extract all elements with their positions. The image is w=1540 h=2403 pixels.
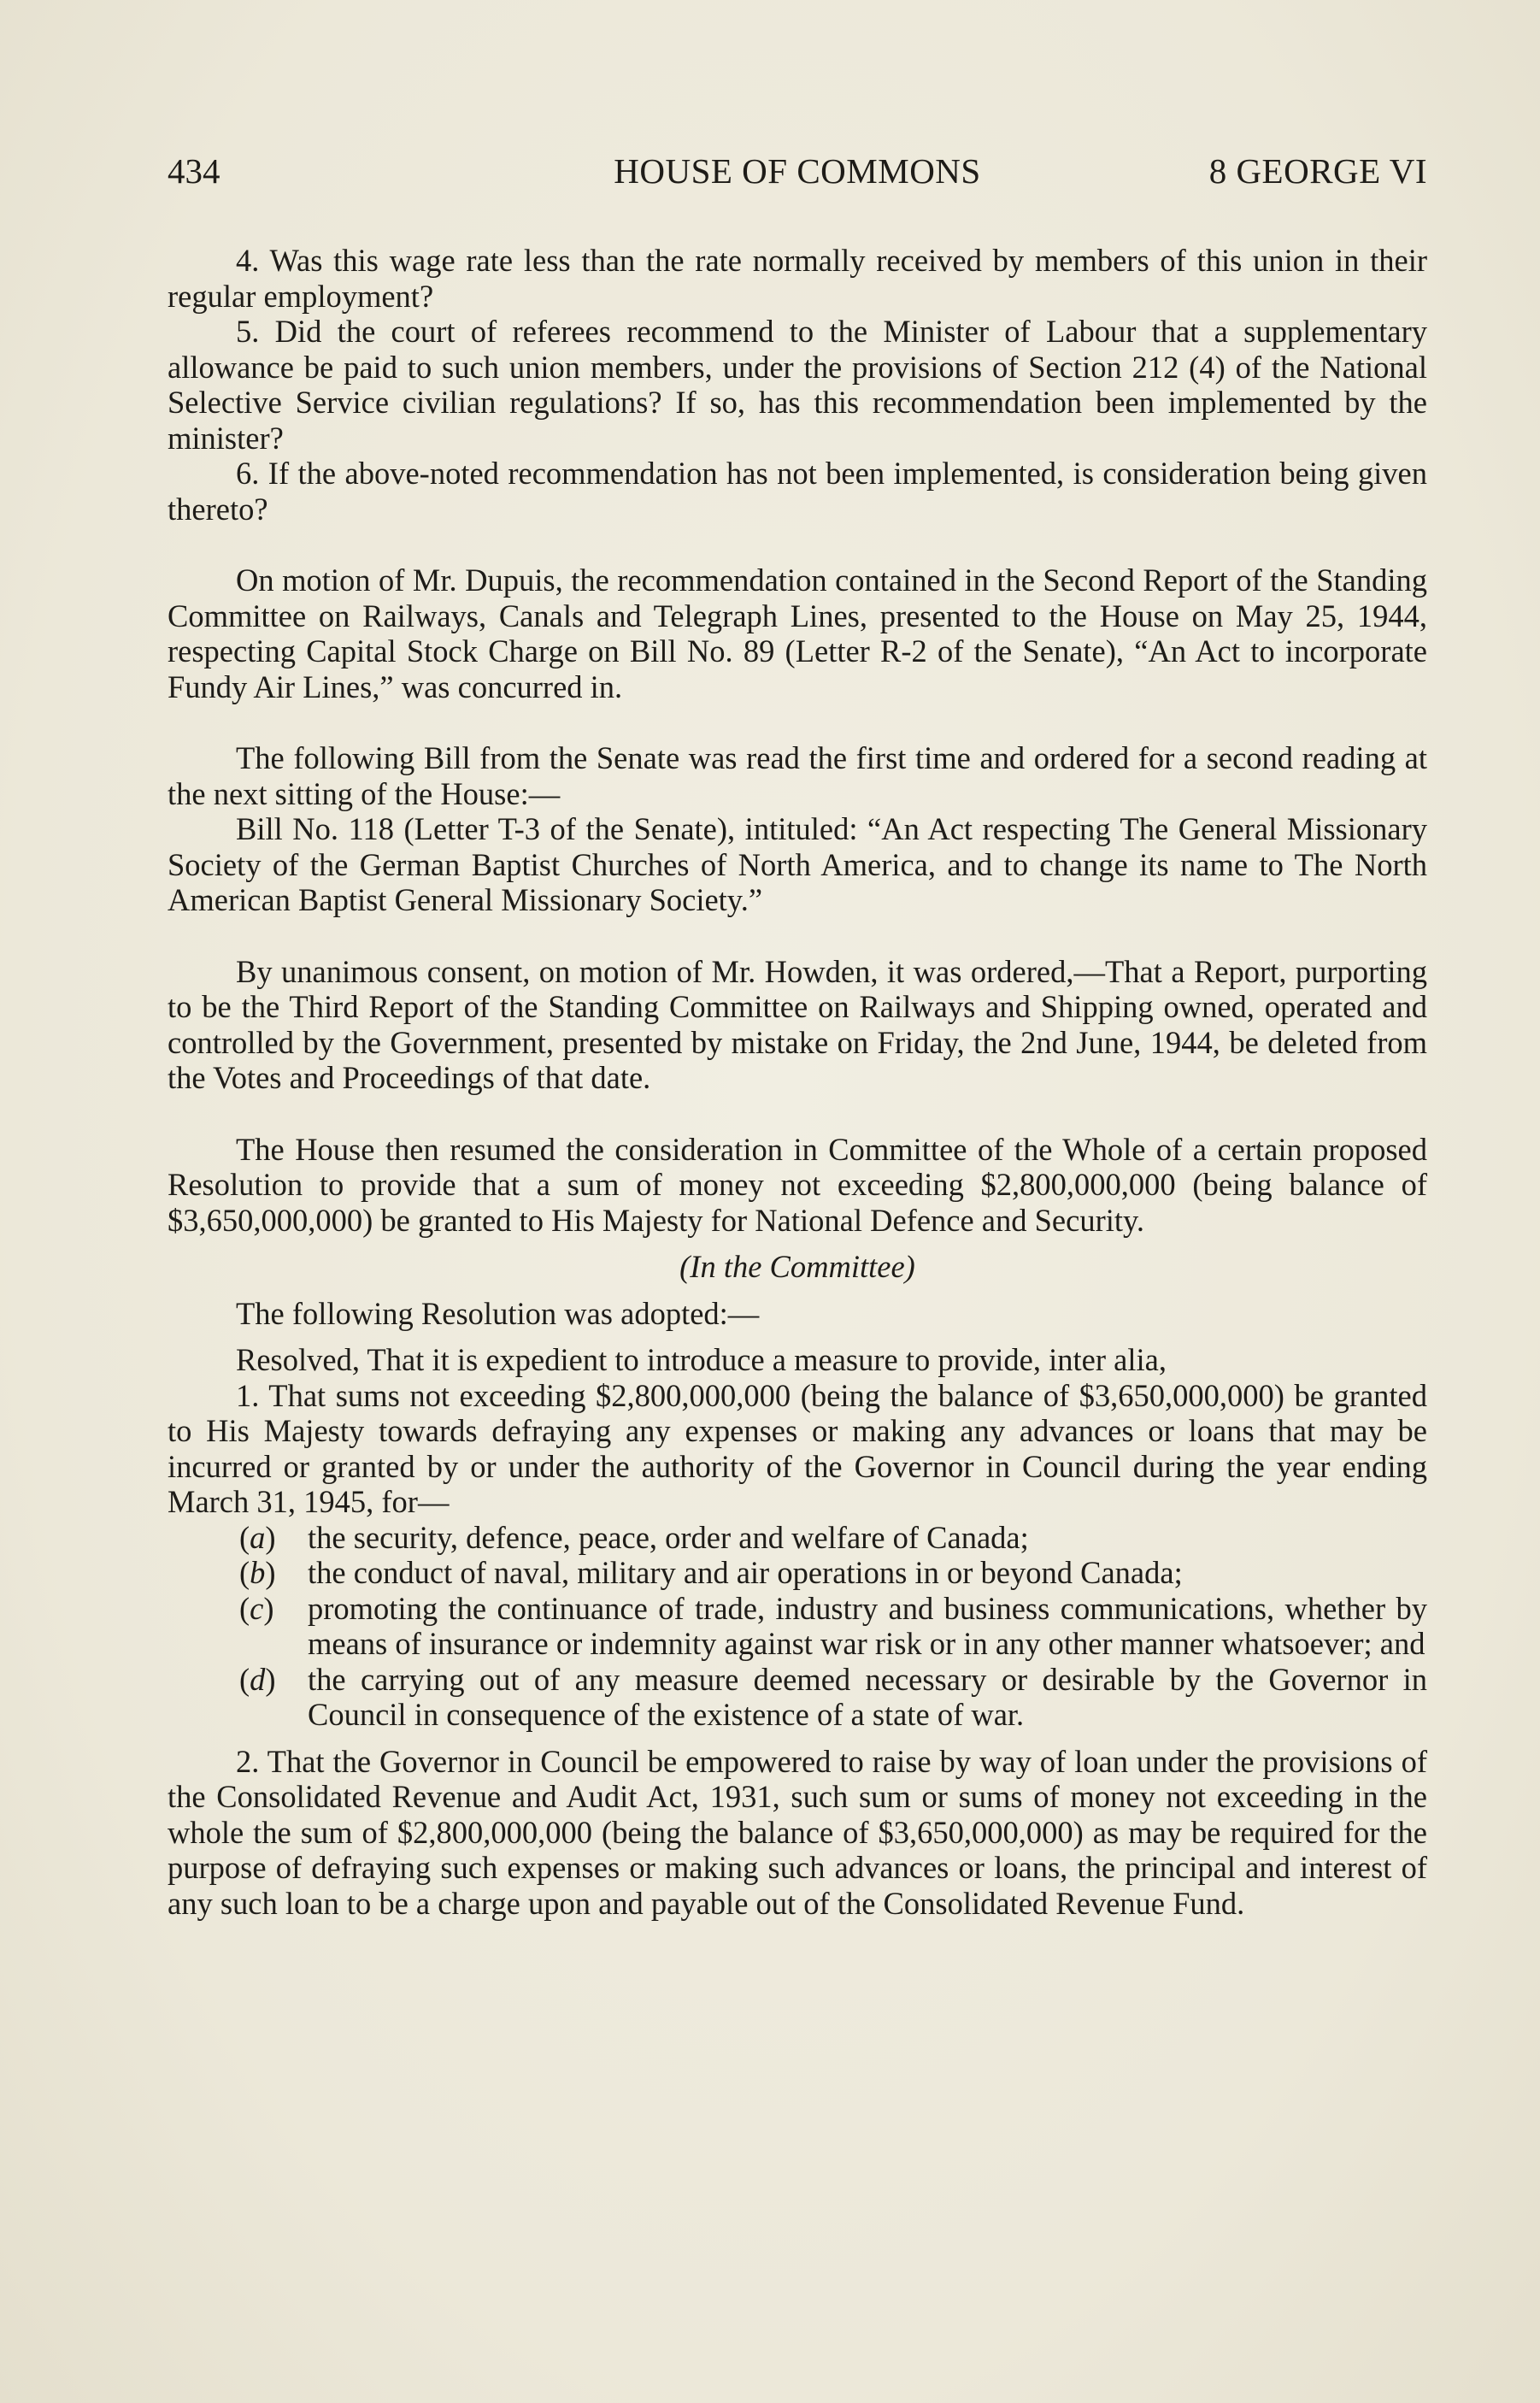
senate-bill-paragraph: The following Bill from the Senate was read the first time and ordered for a second reading at the next sitting of the House:— [168, 740, 1427, 811]
in-committee-heading: (In the Committee) [679, 1249, 915, 1284]
page-header [168, 145, 1427, 197]
question-4: 4. Was this wage rate less than the rate normally received by members of this union in their regular employment? [168, 243, 1427, 314]
list-item-text: promoting the continuance of trade, industry and business communications, whether by means of insurance or indemnity against war risk or in any other manner whatsoever; and [308, 1590, 1427, 1661]
list-item-text: the conduct of naval, military and air operations in or beyond Canada; [308, 1555, 1183, 1590]
list-item-label: (c) [239, 1590, 274, 1626]
page-title: HOUSE OF COMMONS [614, 151, 981, 191]
list-item-label: (a) [239, 1519, 276, 1555]
resolution-item-2: 2. That the Governor in Council be empowered to raise by way of loan under the provisions of the Consolidated Revenue and Audit Act, 1931, such sum or sums of money not exceeding in the whole the sum of $2,800,000,000 (being the balance of $3,650,000,000) as may be required for the purpose of defraying such expenses or making such advances or loans, the principal and interest of any such loan to be a charge upon and payable out of the Consolidated Revenue Fund. [168, 1743, 1427, 1921]
list-item-label: (b) [239, 1555, 276, 1590]
resolution-subitems [168, 1520, 1427, 1733]
question-6: 6. If the above-noted recommendation has not been implemented, is consideration being given thereto? [168, 456, 1427, 527]
list-item-text: the carrying out of any measure deemed necessary or desirable by the Governor in Council in consequence of the existence of a state of war. [308, 1661, 1427, 1732]
resolved-paragraph: Resolved, That it is expedient to introduce a measure to provide, inter alia, [236, 1342, 1167, 1377]
page-body [168, 243, 1427, 1921]
list-item [168, 1591, 1427, 1662]
resolution-adopted-paragraph: The following Resolution was adopted:— [236, 1295, 760, 1331]
list-item-text: the security, defence, peace, order and welfare of Canada; [308, 1519, 1029, 1555]
list-item [168, 1520, 1427, 1556]
regnal-year: 8 GEORGE VI [1208, 151, 1427, 191]
list-item [168, 1555, 1427, 1591]
resumed-consideration-paragraph: The House then resumed the consideration in Committee of the Whole of a certain proposed Resolution to provide that a sum of money not exceeding $2,800,000,000 (being balance of $3,650,000,000) be granted to His Majesty for National Defence and Security. [168, 1131, 1427, 1238]
list-item-label: (d) [239, 1661, 276, 1697]
resolution-item-1: 1. That sums not exceeding $2,800,000,000 (being the balance of $3,650,000,000) be granted to His Majesty towards defraying any expenses or making any advances or loans that may be incurred or granted by or under the authority of the Governor in Council during the year ending March 31, 1945, for— [168, 1377, 1427, 1519]
bill-118-paragraph: Bill No. 118 (Letter T-3 of the Senate), intituled: “An Act respecting The General Missionary Society of the German Baptist Churches of North America, and to change its name to The North American Baptist General Missionary Society.” [168, 811, 1427, 917]
dupuis-motion-paragraph: On motion of Mr. Dupuis, the recommendation contained in the Second Report of the Standing Committee on Railways, Canals and Telegraph Lines, presented to the House on May 25, 1944, respecting Capital Stock Charge on Bill No. 89 (Letter R-2 of the Senate), “An Act to incorporate Fundy Air Lines,” was concurred in. [168, 562, 1427, 704]
list-item [168, 1662, 1427, 1733]
howden-motion-paragraph: By unanimous consent, on motion of Mr. Howden, it was ordered,—That a Report, purporting to be the Third Report of the Standing Committee on Railways and Shipping owned, operated and controlled by the Government, presented by mistake on Friday, the 2nd June, 1944, be deleted from the Votes and Proceedings of that date. [168, 953, 1427, 1095]
page-number: 434 [168, 151, 220, 191]
question-5: 5. Did the court of referees recommend to the Minister of Labour that a supplementary allowance be paid to such union members, under the provisions of Section 212 (4) of the National Selective Service civilian regulations? If so, has this recommendation been implemented by the minister? [168, 314, 1427, 456]
